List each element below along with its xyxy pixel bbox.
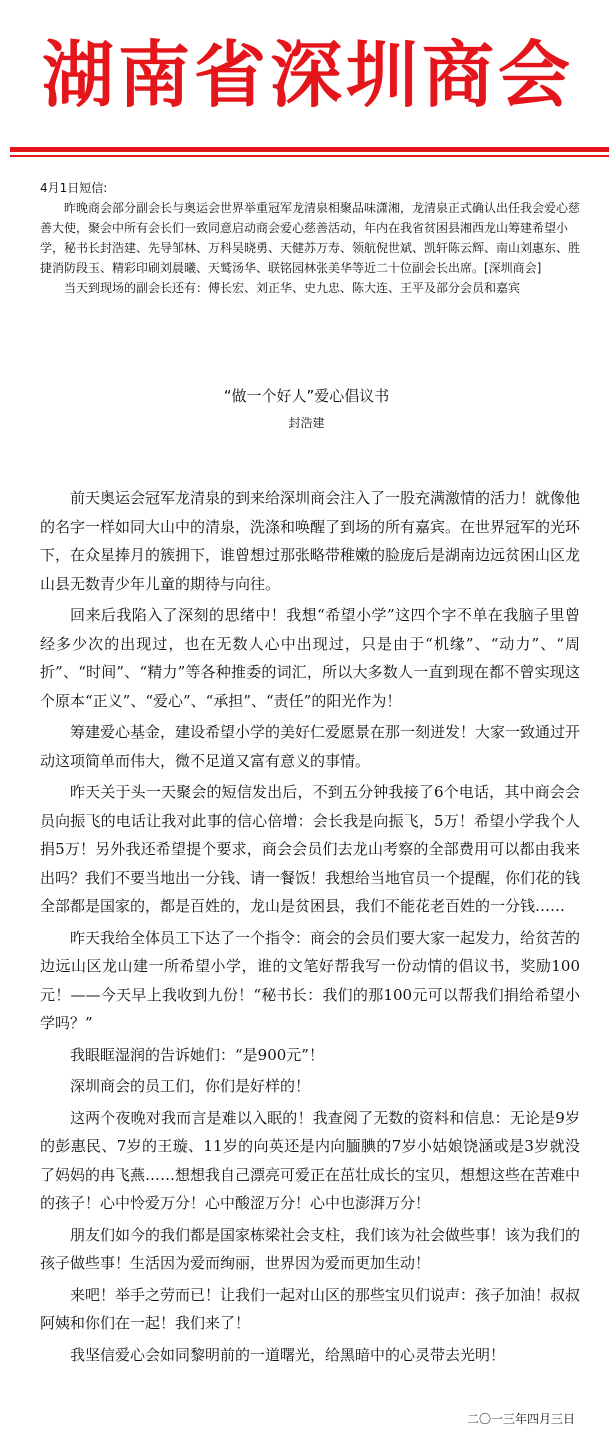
sms-heading: 4月1日短信: [40, 181, 108, 195]
body-paragraph: 来吧！举手之劳而已！让我们一起对山区的那些宝贝们说声：孩子加油！叔叔阿姨和你们在一起！我们来了！ [40, 1285, 581, 1332]
body-paragraph: 前天奥运会冠军龙清泉的到来给深圳商会注入了一股充满激情的活力！就像他的名字一样如同大山中的清泉，洗涤和唤醒了到场的所有嘉宾。在世界冠军的光环下，在众星捧月的簇拥下，谁曾想过那张略带稚嫩的脸庞后是湖南边远贫困山区龙山县无数青少年儿童的期待与向往。 [40, 489, 581, 593]
body-paragraph: 回来后我陷入了深刻的思绪中！我想“希望小学”这四个字不单在我脑子里曾经多少次的出现过，也在无数人心中出现过，只是由于“机缘”、“动力”、“周折”、“时间”、“精力”等各种推委的词汇，所以大多数人一直到现在都不曾实现这个原本“正义”、“爱心”、“承担”、“责任”的阳光作为！ [40, 606, 580, 710]
letterhead-thin-rule [10, 155, 609, 157]
letterhead [0, 0, 613, 168]
body-paragraph: 深圳商会的员工们，你们是好样的！ [70, 1077, 311, 1095]
sms-paragraph: 当天到现场的副会长还有：傅长宏、刘正华、史九忠、陈大连、王平及部分会员和嘉宾 [64, 281, 521, 295]
body-paragraph: 筹建爱心基金，建设希望小学的美好仁爱愿景在那一刻迸发！大家一致通过开动这项简单而伟大，微不足道又富有意义的事情。 [40, 723, 581, 770]
sms-notice [40, 178, 585, 298]
letterhead-thick-rule [10, 147, 609, 152]
proposal-body [40, 484, 580, 1372]
body-paragraph: 我眼眶湿润的告诉她们：“是900元”！ [70, 1045, 324, 1064]
body-paragraph: 朋友们如今的我们都是国家栋梁社会支柱，我们该为社会做些事！该为我们的孩子做些事！生活因为爱而绚丽，世界因为爱而更加生动！ [40, 1225, 581, 1272]
letterhead-title: 湖南省深圳商会 [41, 32, 574, 117]
body-paragraph: 昨天关于头一天聚会的短信发出后，不到五分钟我接了6个电话，其中商会会员向振飞的电话让我对此事的信心倍增：会长我是向振飞，5万！希望小学我个人捐5万！另外我还希望提个要求，商会会员们去龙山考察的全部费用可以都由我来出吗？我们不要当地出一分钱、请一餐饭！我想给当地官员一个提醒，你们花的钱全部都是国家的，都是百姓的，龙山是贫困县，我们不能花老百姓的一分钱…… [40, 783, 581, 915]
sms-paragraph: 昨晚商会部分副会长与奥运会世界举重冠军龙清泉相聚品味潇湘，龙清泉正式确认出任我会爱心慈善大使，聚会中所有会长们一致同意启动商会爱心慈善活动，年内在我省贫困县湘西龙山筹建希望小学，秘书长封浩建、先导邹林、万科吴晓勇、天健苏万寿、领航倪世斌、凯轩陈云辉、南山刘惠东、胜捷消防段玉、精彩印刷刘晨曦、天鹫汤华、联铭园林张美华等近二十位副会长出席。[深圳商会] [40, 201, 581, 275]
body-paragraph: 这两个夜晚对我而言是难以入眠的！我查阅了无数的资料和信息：无论是9岁的彭惠民、7岁的王璇、11岁的向英还是内向腼腆的7岁小姑娘饶涵或是3岁就没了妈妈的冉飞燕……想想我自己漂亮可爱正在茁壮成长的宝贝，想想这些在苦难中的孩子！心中怜爱万分！心中酸涩万分！心中也澎湃万分！ [40, 1108, 581, 1212]
proposal-title: “做一个好人”爱心倡议书 [223, 387, 390, 405]
document-date: 二〇一三年四月三日 [466, 1412, 575, 1426]
body-paragraph: 我坚信爱心会如同黎明前的一道曙光，给黑暗中的心灵带去光明！ [70, 1345, 506, 1364]
body-paragraph: 昨天我给全体员工下达了一个指令：商会的会员们要大家一起发力，给贫苦的边远山区龙山建一所希望小学，谁的文笔好帮我写一份动情的倡议书，奖励100元！——今天早上我收到九份！“秘书长：我们的那100元可以帮我们捐给希望小学吗？” [40, 928, 581, 1032]
proposal-author: 封浩建 [288, 416, 325, 430]
